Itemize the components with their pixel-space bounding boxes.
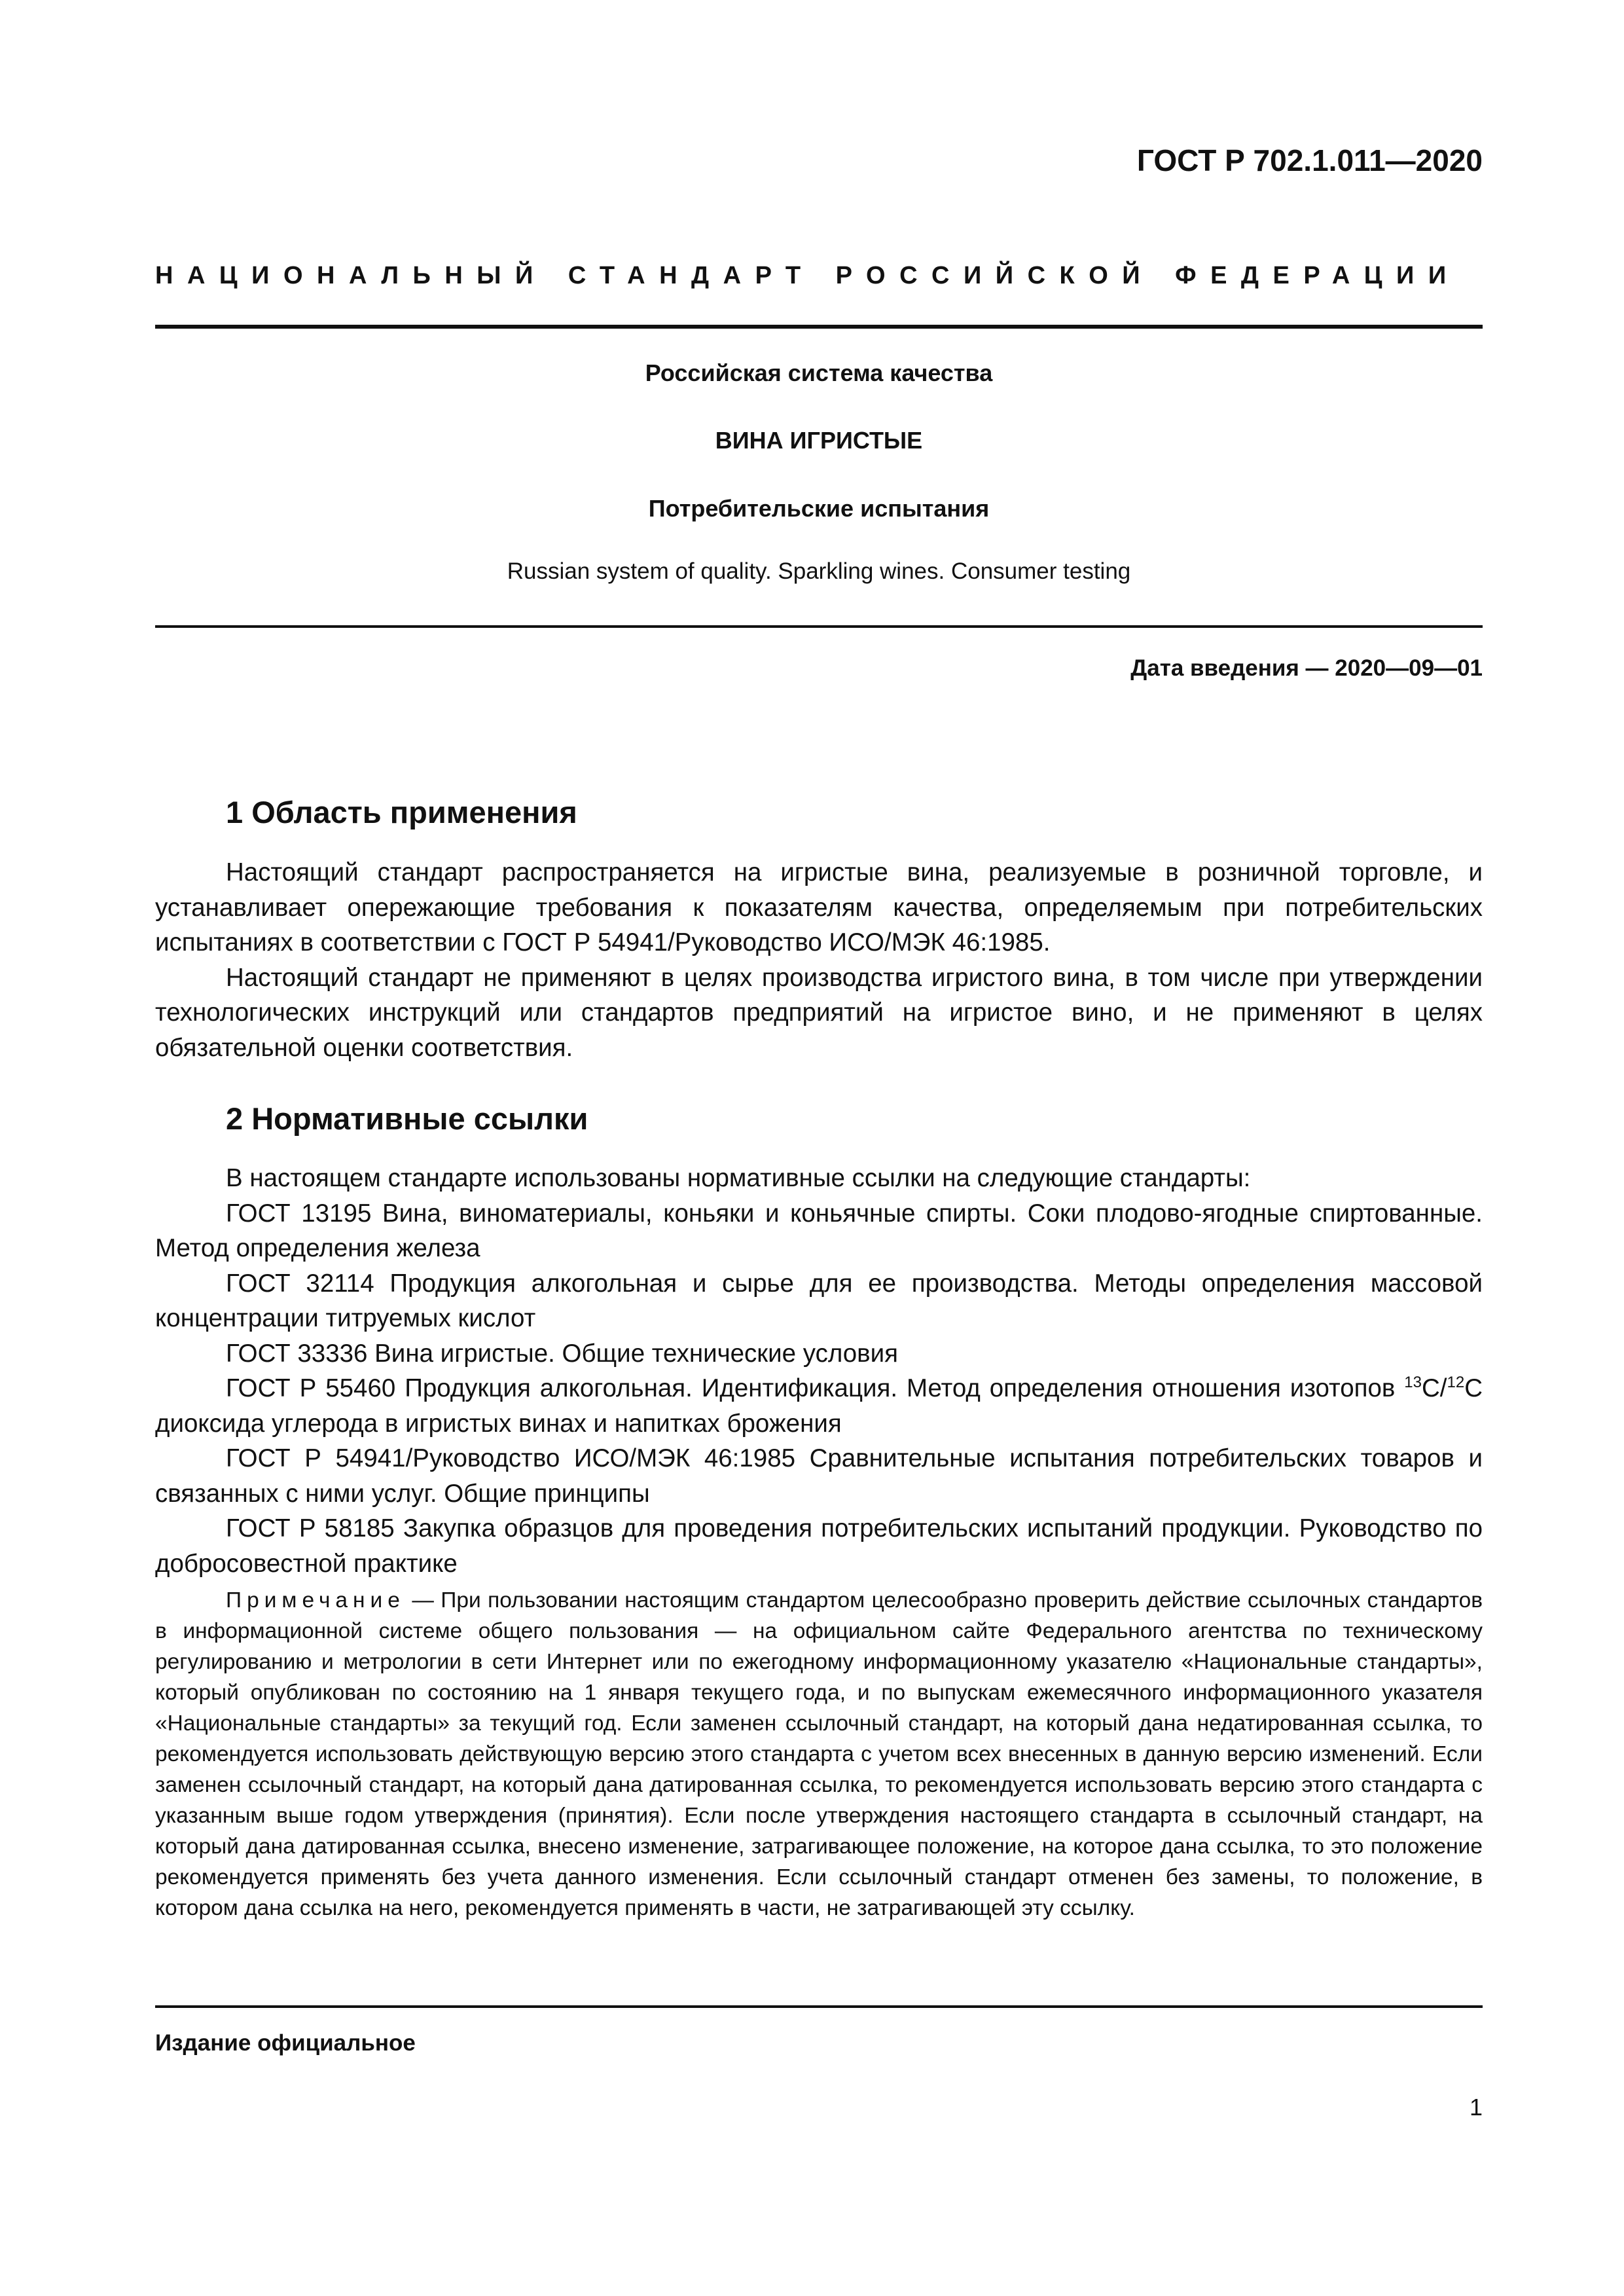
document-number: ГОСТ Р 702.1.011—2020 xyxy=(1136,143,1483,177)
title-divider xyxy=(155,625,1483,628)
section-1-body xyxy=(155,855,1483,1065)
section-1-paragraph: Настоящий стандарт распространяется на игристые вина, реализуемые в розничной торговле, и устанавливает опережающие требования к показателям качества, определяемым при потребительских испытаниях в соответствии с ГОСТ Р 54941/Руководство ИСО/МЭК 46:1985. xyxy=(155,858,1483,957)
reference-item: ГОСТ 13195 Вина, виноматериалы, коньяки и коньячные спирты. Соки плодово-ягодные спиртованные. Метод определения железа xyxy=(155,1199,1483,1262)
reference-item: ГОСТ 32114 Продукция алкогольная и сырье для ее производства. Методы определения массовой концентрации титруемых кислот xyxy=(155,1269,1483,1332)
section-2-heading: 2 Нормативные ссылки xyxy=(226,1101,588,1136)
standard-title: НАЦИОНАЛЬНЫЙ СТАНДАРТ РОССИЙСКОЙ ФЕДЕРАЦИИ xyxy=(155,262,1460,289)
header-divider xyxy=(155,325,1483,329)
page-number: 1 xyxy=(1469,2094,1483,2121)
reference-text: C/ xyxy=(1421,1374,1447,1402)
section-2-body xyxy=(155,1161,1483,1581)
section-2-intro: В настоящем стандарте использованы нормативные ссылки на следующие стандарты: xyxy=(226,1164,1251,1192)
reference-text: C диоксида углерода в игристых винах и напитках брожения xyxy=(155,1374,1483,1438)
reference-item: ГОСТ 33336 Вина игристые. Общие технические условия xyxy=(226,1339,898,1368)
reference-item: ГОСТ Р 54941/Руководство ИСО/МЭК 46:1985 Сравнительные испытания потребительских товаров и связанных с ними услуг. Общие принципы xyxy=(155,1444,1483,1508)
title-system: Российская система качества xyxy=(645,359,993,386)
note-label: Примечание xyxy=(226,1588,405,1613)
note-text: — При пользовании настоящим стандартом целесообразно проверить действие ссылочных стандартов в информационной системе общего пользования — на официальном сайте Федерального агентства по техническому регулированию и метрологии в сети Интернет или по ежегодному информационному указателю «Национальные стандарты», который опубликован по состоянию на 1 января текущего года, и по выпускам ежемесячного информационного указателя «Национальные стандарты» за текущий год. Если заменен ссылочный стандарт, на который дана недатированная ссылка, то рекомендуется использовать действующую версию этого стандарта с учетом всех внесенных в данную версию изменений. Если заменен ссылочный стандарт, на который дана датированная ссылка, то рекомендуется использовать версию этого стандарта с указанным выше годом утверждения (принятия). Если после утверждения настоящего стандарта в ссылочный стандарт, на который дана датированная ссылка, внесено изменение, затрагивающее положение, на которое дана ссылка, то это положение рекомендуется применять без учета данного изменения. Если ссылочный стандарт отменен без замены, то положение, в котором дана ссылка на него, рекомендуется применять в части, не затрагивающей эту ссылку. xyxy=(155,1588,1483,1920)
title-subject: Потребительские испытания xyxy=(648,495,990,522)
reference-text: ГОСТ Р 55460 Продукция алкогольная. Идентификация. Метод определения отношения изотопов xyxy=(226,1374,1405,1402)
edition-label: Издание официальное xyxy=(155,2030,416,2056)
title-product: ВИНА ИГРИСТЫЕ xyxy=(715,427,923,454)
note-paragraph xyxy=(155,1585,1483,1923)
reference-item: ГОСТ Р 58185 Закупка образцов для проведения потребительских испытаний продукции. Руководство по добросовестной практике xyxy=(155,1514,1483,1578)
title-english: Russian system of quality. Sparkling wines. Consumer testing xyxy=(507,558,1131,584)
section-1-paragraph: Настоящий стандарт не применяют в целях производства игристого вина, в том числе при утверждении технологических инструкций или стандартов предприятий на игристое вино, и не применяют в целях обязательной оценки соответствия. xyxy=(155,963,1483,1062)
reference-item xyxy=(155,1371,1483,1441)
intro-date: Дата введения — 2020—09—01 xyxy=(1130,655,1483,681)
isotope-superscript: 13 xyxy=(1404,1374,1422,1391)
isotope-superscript: 12 xyxy=(1447,1374,1465,1391)
section-1-heading: 1 Область применения xyxy=(226,795,577,829)
note xyxy=(155,1585,1483,1923)
footer-divider xyxy=(155,2005,1483,2008)
